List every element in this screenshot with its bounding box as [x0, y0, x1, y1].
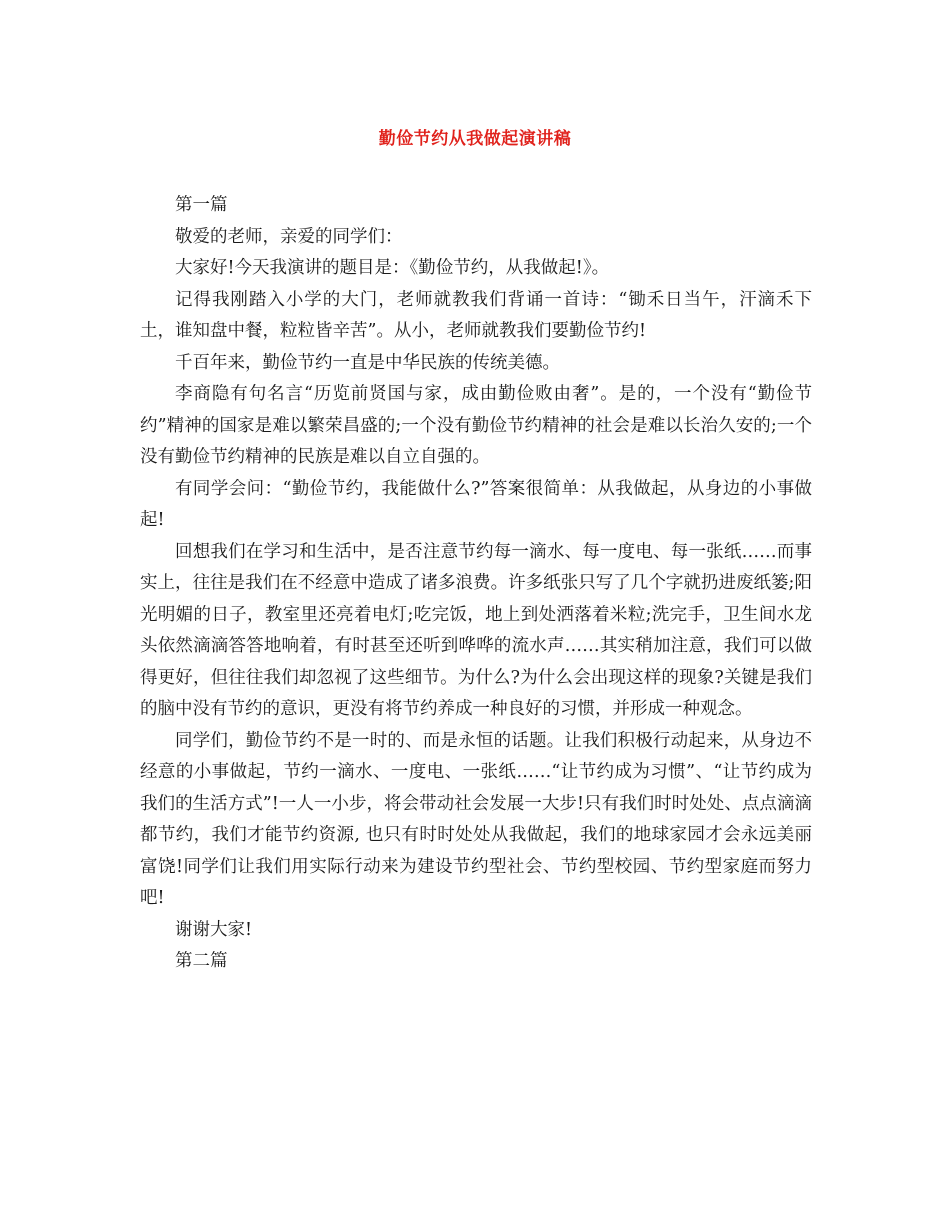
paragraph: 李商隐有句名言“历览前贤国与家，成由勤俭败由奢”。是的，一个没有“勤俭节约”精神的国家是难以繁荣昌盛的;一个没有勤俭节约精神的社会是难以长治久安的;一个没有勤俭节约精神的民族是难以自立自强的。: [140, 384, 812, 467]
document-body: [140, 190, 812, 978]
paragraph: 大家好!今天我演讲的题目是：《勤俭节约，从我做起!》。: [175, 258, 610, 278]
salutation: 敬爱的老师，亲爱的同学们：: [175, 226, 403, 247]
paragraph: 有同学会问：“勤俭节约，我能做什么?”答案很简单：从我做起，从身边的小事做起!: [140, 478, 812, 530]
closing: 谢谢大家!: [175, 919, 253, 940]
paragraph: 回想我们在学习和生活中，是否注意节约每一滴水、每一度电、每一张纸……而事实上，往往是我们在不经意中造成了诸多浪费。许多纸张只写了几个字就扔进废纸篓;阳光明媚的日子，教室里还亮着电灯;吃完饭，地上到处洒落着米粒;洗完手，卫生间水龙头依然滴滴答答地响着，有时甚至还听到哗哗的流水声……其实稍加注意，我们可以做得更好，但往往我们却忽视了这些细节。为什么?为什么会出现这样的现象?关键是我们的脑中没有节约的意识，更没有将节约养成一种良好的习惯，并形成一种观念。: [140, 541, 812, 719]
section-heading-first: 第一篇: [175, 195, 228, 215]
document-title: 勤俭节约从我做起演讲稿: [378, 129, 572, 149]
paragraph: 千百年来，勤俭节约一直是中华民族的传统美德。: [175, 352, 560, 373]
paragraph: 记得我刚踏入小学的大门，老师就教我们背诵一首诗：“锄禾日当午，汗滴禾下土，谁知盘中餐，粒粒皆辛苦”。从小，老师就教我们要勤俭节约!: [140, 289, 812, 341]
paragraph: 同学们，勤俭节约不是一时的、而是永恒的话题。让我们积极行动起来，从身边不经意的小事做起，节约一滴水、一度电、一张纸……“让节约成为习惯”、“让节约成为我们的生活方式”!一人一小步，将会带动社会发展一大步!只有我们时时处处、点点滴滴都节约，我们才能节约资源, 也只有时时处处从我做起，我们的地球家园才会永远美丽富饶!同学们让我们用实际行动来为建设节约型社会、节约型校园、节约型家庭而努力吧!: [140, 730, 812, 908]
section-heading-second: 第二篇: [175, 951, 228, 971]
